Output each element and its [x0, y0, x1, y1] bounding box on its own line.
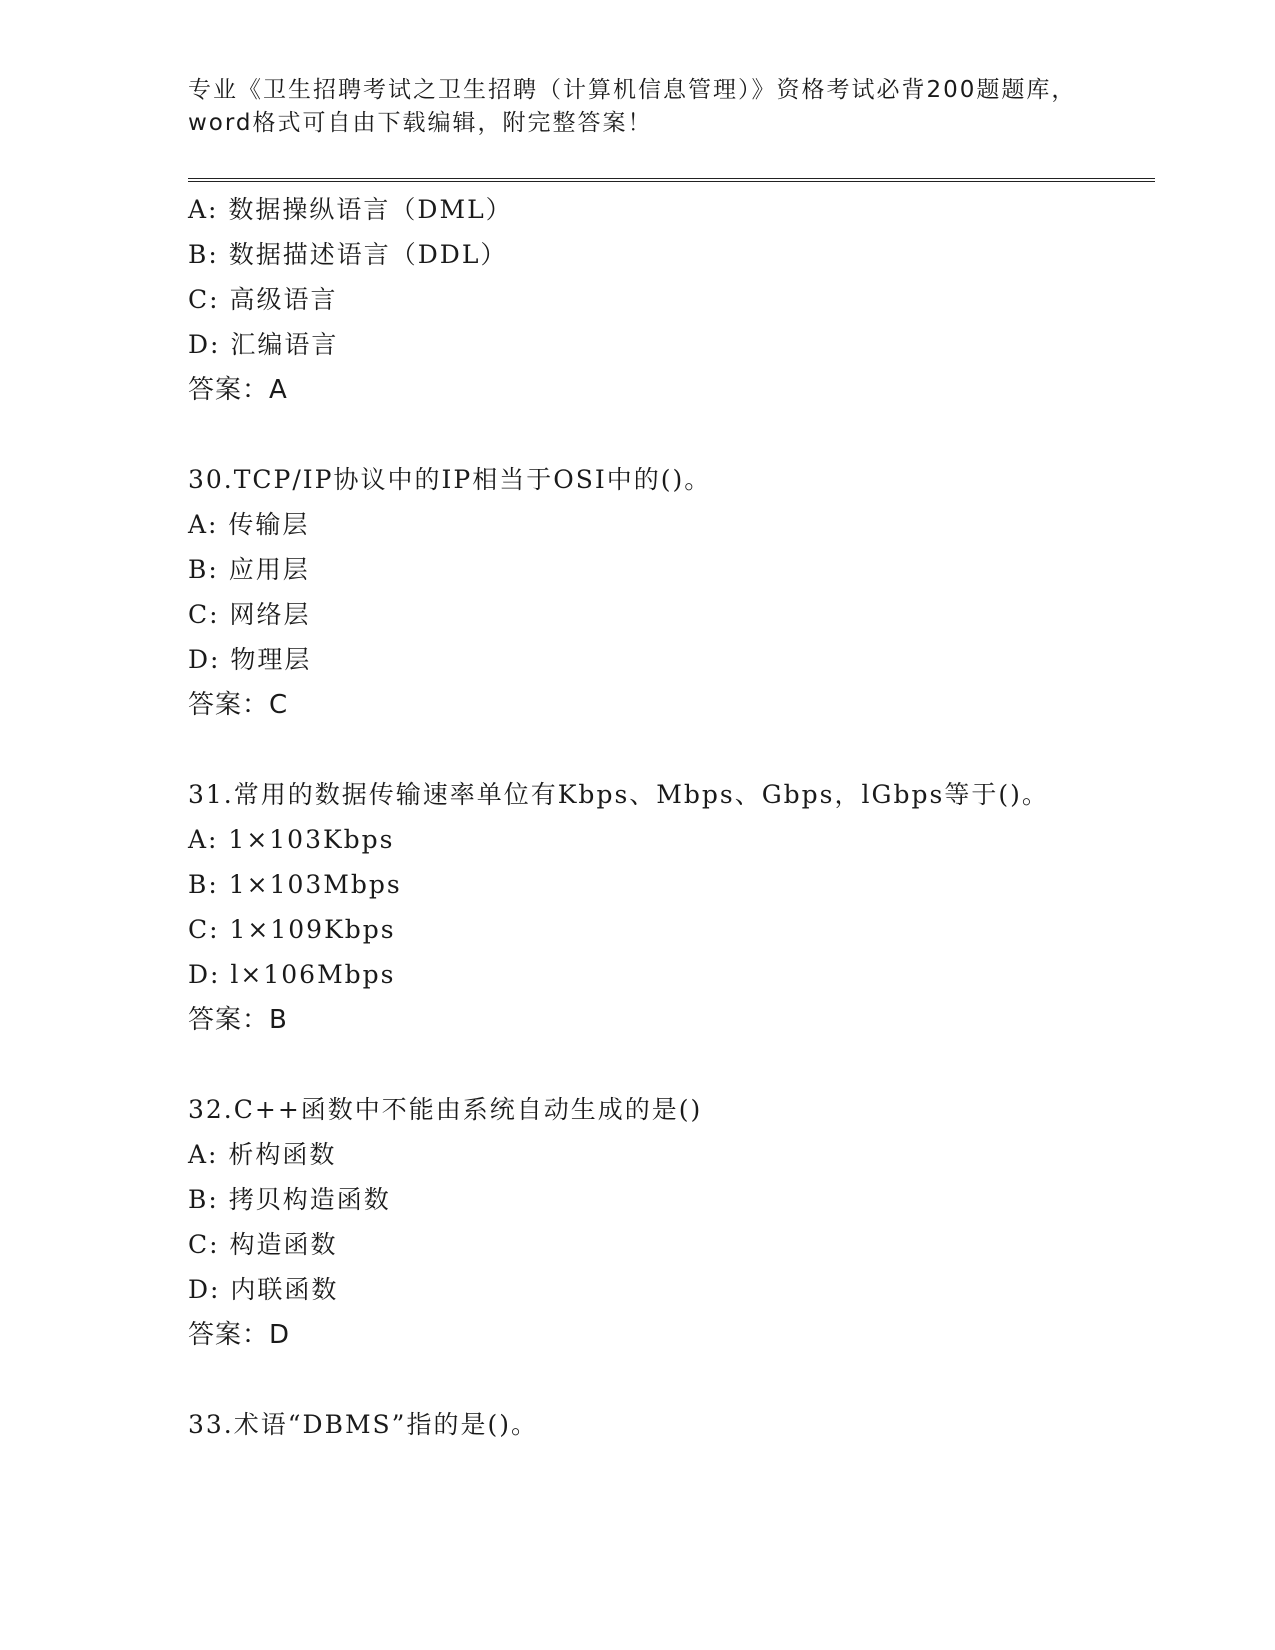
option-d: D: l×106Mbps	[188, 960, 396, 989]
question-text: 32.C++函数中不能由系统自动生成的是()	[188, 1095, 703, 1124]
answer: 答案：D	[188, 1320, 291, 1350]
option-d: D: 汇编语言	[188, 330, 339, 359]
option-c: C: 1×109Kbps	[188, 915, 396, 944]
option-b: B: 应用层	[188, 555, 310, 584]
answer: 答案：C	[188, 690, 289, 720]
header-divider	[188, 178, 1155, 182]
header-line-1: 专业《卫生招聘考试之卫生招聘（计算机信息管理）》资格考试必背200题题库，	[188, 77, 1077, 103]
option-c: C: 高级语言	[188, 285, 338, 314]
option-c: C: 构造函数	[188, 1230, 338, 1259]
option-a: A: 1×103Kbps	[188, 825, 395, 854]
option-b: B: 拷贝构造函数	[188, 1185, 391, 1214]
option-a: A: 数据操纵语言（DML）	[188, 195, 513, 224]
question-text: 33.术语“DBMS”指的是()。	[188, 1410, 538, 1439]
option-b: B: 数据描述语言（DDL）	[188, 240, 508, 269]
option-d: D: 内联函数	[188, 1275, 339, 1304]
answer: 答案：A	[188, 375, 288, 405]
option-a: A: 析构函数	[188, 1140, 337, 1169]
option-a: A: 传输层	[188, 510, 310, 539]
option-c: C: 网络层	[188, 600, 311, 629]
question-text: 31.常用的数据传输速率单位有Kbps、Mbps、Gbps，lGbps等于()。	[188, 780, 1049, 809]
answer: 答案：B	[188, 1005, 288, 1035]
page-header	[188, 74, 1088, 140]
question-text: 30.TCP/IP协议中的IP相当于OSI中的()。	[188, 465, 712, 494]
header-line-2: word格式可自由下载编辑，附完整答案！	[188, 110, 653, 136]
option-b: B: 1×103Mbps	[188, 870, 402, 899]
option-d: D: 物理层	[188, 645, 312, 674]
